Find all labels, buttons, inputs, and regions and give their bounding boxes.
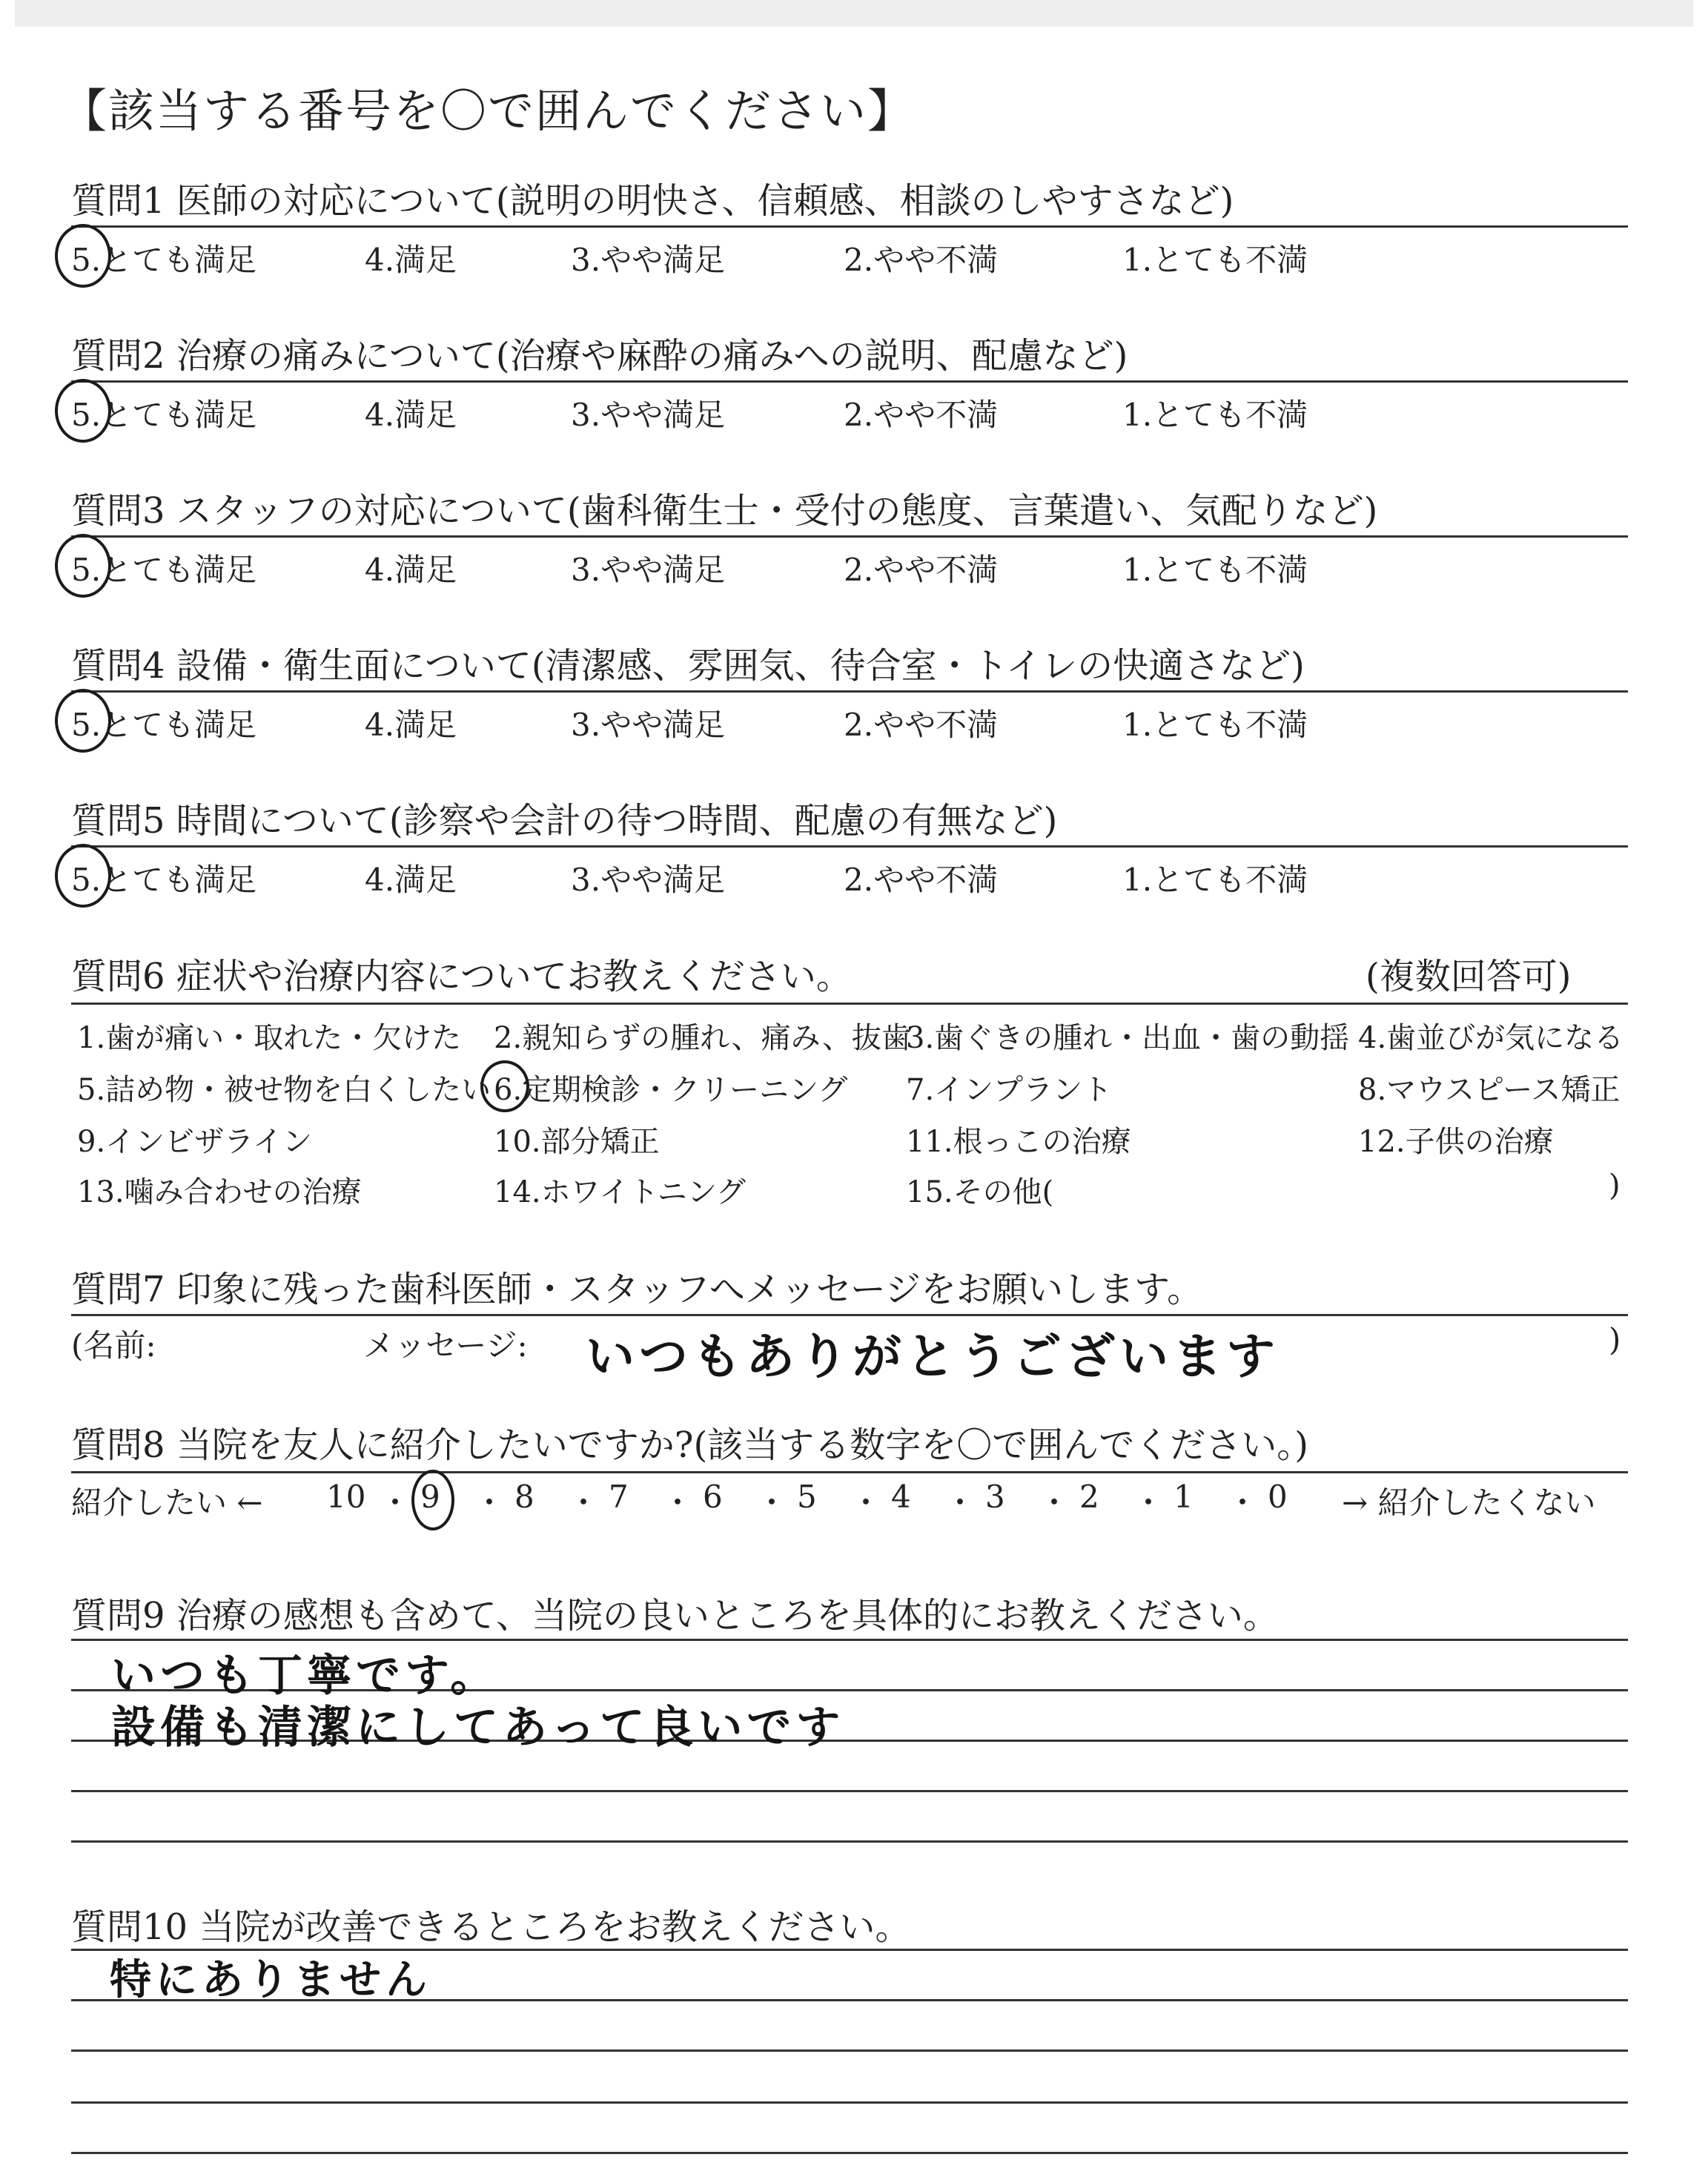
q2-option-1[interactable]: 1.とても不満	[1122, 397, 1308, 433]
q3-option-5[interactable]: 5.とても満足	[71, 552, 257, 588]
q5-option-4[interactable]: 4.満足	[365, 862, 457, 898]
q2-option-5[interactable]: 5.とても満足	[71, 397, 257, 433]
q10-rule-3	[71, 2050, 1628, 2052]
q8-scale-0[interactable]: 0	[1268, 1479, 1288, 1515]
q9-title: 質問9 治療の感想も含めて、当院の良いところを具体的にお教えください。	[71, 1595, 1279, 1636]
q4-rule	[71, 690, 1628, 693]
q4-option-5[interactable]: 5.とても満足	[71, 707, 257, 743]
q8-scale-9[interactable]: 9	[420, 1479, 440, 1515]
q6-option-1[interactable]: 1.歯が痛い・取れた・欠けた	[77, 1021, 462, 1055]
q7-rule	[71, 1314, 1628, 1316]
q3-rule	[71, 535, 1628, 538]
q9-rule-5	[71, 1840, 1628, 1843]
q1-option-1[interactable]: 1.とても不満	[1122, 242, 1308, 278]
q6-option-12[interactable]: 12.子供の治療	[1358, 1125, 1554, 1159]
q7-name-label: (名前:	[71, 1327, 156, 1364]
q10-rule-5	[71, 2152, 1628, 2154]
q2-title: 質問2 治療の痛みについて(治療や麻酔の痛みへの説明、配慮など)	[71, 335, 1128, 377]
q8-scale-7[interactable]: 7	[609, 1479, 629, 1515]
q5-answer-circle	[55, 844, 111, 908]
q10-title: 質問10 当院が改善できるところをお教えください。	[71, 1906, 911, 1948]
q6-rule	[71, 1003, 1628, 1005]
q6-option-11[interactable]: 11.根っこの治療	[906, 1125, 1131, 1159]
q3-option-1[interactable]: 1.とても不満	[1122, 552, 1308, 588]
q1-answer-circle	[55, 224, 111, 288]
q8-scale-3[interactable]: 3	[985, 1479, 1005, 1515]
q8-scale-1[interactable]: 1	[1174, 1479, 1194, 1515]
q9-handwritten-line2: 設備も清潔にしてあって良いです	[111, 1702, 845, 1754]
q8-separator: ・	[1133, 1484, 1165, 1521]
q6-option-10[interactable]: 10.部分矯正	[494, 1125, 660, 1159]
q4-title: 質問4 設備・衛生面について(清潔感、雰囲気、待合室・トイレの快適さなど)	[71, 645, 1305, 687]
q8-separator: ・	[380, 1484, 411, 1521]
q8-separator: ・	[662, 1484, 694, 1521]
q4-option-3[interactable]: 3.やや満足	[571, 707, 726, 743]
q8-scale-4[interactable]: 4	[891, 1479, 911, 1515]
q5-rule	[71, 845, 1628, 848]
page-header: 【該当する番号を〇で囲んでください】	[61, 84, 916, 138]
q8-separator: ・	[1039, 1484, 1070, 1521]
q6-option-2[interactable]: 2.親知らずの腫れ、痛み、抜歯	[494, 1021, 911, 1055]
q4-option-1[interactable]: 1.とても不満	[1122, 707, 1308, 743]
q8-separator: ・	[850, 1484, 882, 1521]
q6-note: (複数回答可)	[1366, 956, 1572, 997]
q8-scale-6[interactable]: 6	[703, 1479, 723, 1515]
q7-handwritten-message: いつもありがとうございます	[586, 1328, 1280, 1385]
q1-option-3[interactable]: 3.やや満足	[571, 242, 726, 278]
scan-top-edge	[15, 0, 1693, 27]
q3-title: 質問3 スタッフの対応について(歯科衛生士・受付の態度、言葉遣い、気配りなど)	[71, 490, 1378, 532]
q5-option-3[interactable]: 3.やや満足	[571, 862, 726, 898]
q6-option-15-close: )	[1609, 1169, 1621, 1203]
q7-title: 質問7 印象に残った歯科医師・スタッフへメッセージをお願いします。	[71, 1269, 1203, 1310]
q9-handwritten-line1: いつも丁寧です。	[111, 1650, 500, 1702]
q5-title: 質問5 時間について(診察や会計の待つ時間、配慮の有無など)	[71, 800, 1058, 842]
q8-answer-circle	[411, 1470, 454, 1530]
q6-option-6[interactable]: 6.定期検診・クリーニング	[494, 1073, 848, 1107]
q8-rule	[71, 1471, 1628, 1473]
q9-rule-4	[71, 1790, 1628, 1792]
q7-message-label: メッセージ:	[363, 1327, 528, 1364]
q6-option-8[interactable]: 8.マウスピース矯正	[1358, 1073, 1621, 1107]
q4-answer-circle	[55, 689, 111, 753]
q3-option-4[interactable]: 4.満足	[365, 552, 457, 588]
q6-title: 質問6 症状や治療内容についてお教えください。	[71, 956, 852, 997]
q1-title: 質問1 医師の対応について(説明の明快さ、信頼感、相談のしやすさなど)	[71, 180, 1234, 222]
q5-option-2[interactable]: 2.やや不満	[844, 862, 999, 898]
q6-option-9[interactable]: 9.インビザライン	[77, 1125, 312, 1159]
q3-option-3[interactable]: 3.やや満足	[571, 552, 726, 588]
q1-option-2[interactable]: 2.やや不満	[844, 242, 999, 278]
q6-option-14[interactable]: 14.ホワイトニング	[494, 1175, 747, 1209]
q8-separator: ・	[1227, 1484, 1259, 1521]
q8-separator: ・	[568, 1484, 600, 1521]
q8-title: 質問8 当院を友人に紹介したいですか?(該当する数字を〇で囲んでください。)	[71, 1424, 1308, 1466]
q1-option-4[interactable]: 4.満足	[365, 242, 457, 278]
q6-answer-circle-6	[480, 1060, 529, 1112]
q6-option-4[interactable]: 4.歯並びが気になる	[1358, 1021, 1624, 1055]
q8-scale-2[interactable]: 2	[1079, 1479, 1099, 1515]
q2-answer-circle	[55, 379, 111, 443]
q2-rule	[71, 380, 1628, 383]
q10-handwritten-answer: 特にありません	[110, 1956, 431, 2004]
q8-scale-5[interactable]: 5	[797, 1479, 817, 1515]
q4-option-4[interactable]: 4.満足	[365, 707, 457, 743]
q8-right-label: → 紹介したくない	[1342, 1484, 1596, 1521]
q4-option-2[interactable]: 2.やや不満	[844, 707, 999, 743]
q2-option-2[interactable]: 2.やや不満	[844, 397, 999, 433]
q8-scale-10[interactable]: 10	[326, 1479, 366, 1515]
q2-option-4[interactable]: 4.満足	[365, 397, 457, 433]
q8-left-label: 紹介したい ←	[71, 1484, 263, 1521]
q10-rule-4	[71, 2101, 1628, 2104]
q5-option-5[interactable]: 5.とても満足	[71, 862, 257, 898]
q6-option-15[interactable]: 15.その他(	[906, 1175, 1054, 1209]
q8-scale-8[interactable]: 8	[514, 1479, 534, 1515]
q6-option-3[interactable]: 3.歯ぐきの腫れ・出血・歯の動揺	[906, 1021, 1350, 1055]
q7-close: )	[1609, 1321, 1621, 1358]
q1-option-5[interactable]: 5.とても満足	[71, 242, 257, 278]
q3-option-2[interactable]: 2.やや不満	[844, 552, 999, 588]
q6-option-13[interactable]: 13.噛み合わせの治療	[77, 1175, 362, 1209]
q5-option-1[interactable]: 1.とても不満	[1122, 862, 1308, 898]
q6-option-7[interactable]: 7.インプラント	[906, 1073, 1113, 1107]
q8-separator: ・	[756, 1484, 788, 1521]
q1-rule	[71, 225, 1628, 228]
q6-option-5[interactable]: 5.詰め物・被せ物を白くしたい	[77, 1073, 491, 1107]
q8-separator: ・	[474, 1484, 506, 1521]
q8-separator: ・	[944, 1484, 976, 1521]
q3-answer-circle	[55, 534, 111, 598]
q2-option-3[interactable]: 3.やや満足	[571, 397, 726, 433]
